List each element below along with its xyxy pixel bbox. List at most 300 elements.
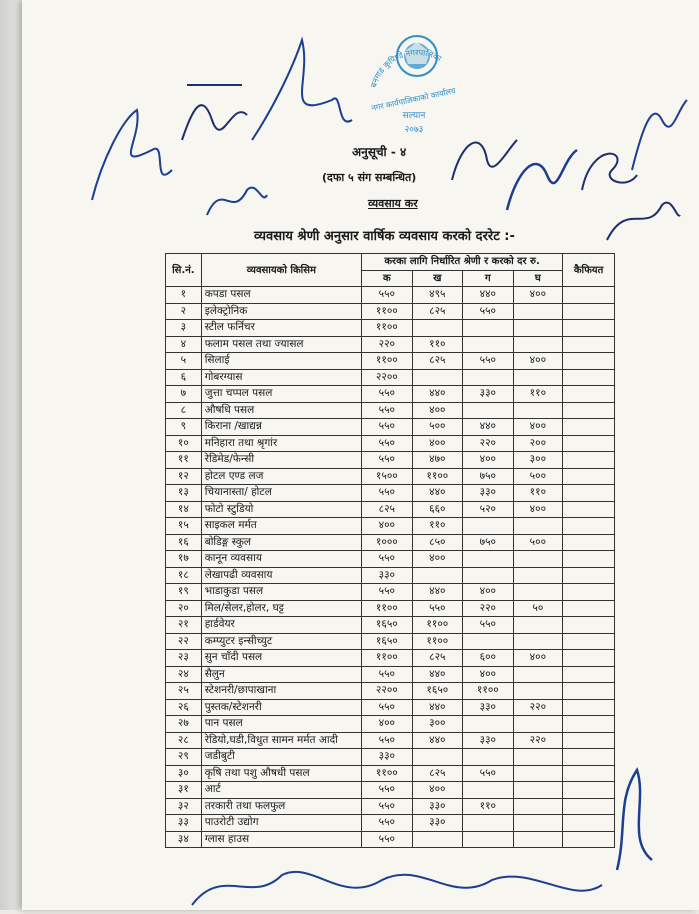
row-rate-gha bbox=[513, 831, 563, 848]
header-sn: सि.नं. bbox=[166, 254, 202, 287]
row-business-type: भाडाकुडा पसल bbox=[201, 584, 361, 601]
row-rate-ka: ५५० bbox=[362, 815, 413, 832]
row-rate-kha: ८५० bbox=[412, 534, 463, 551]
row-rate-ka: ३३० bbox=[362, 749, 413, 766]
row-rate-kha: ४४० bbox=[412, 732, 463, 749]
table-row bbox=[166, 485, 615, 502]
row-rate-ka: ५५० bbox=[362, 584, 413, 601]
row-remarks bbox=[563, 468, 615, 485]
row-remarks bbox=[563, 402, 615, 419]
row-rate-ka: १५०० bbox=[362, 468, 413, 485]
row-rate-gha bbox=[513, 815, 563, 832]
row-rate-gha bbox=[513, 765, 563, 782]
row-sn: २७ bbox=[166, 716, 202, 733]
row-remarks bbox=[563, 716, 615, 733]
row-sn: २२ bbox=[166, 633, 202, 650]
row-business-type: होटल एण्ड लज bbox=[201, 468, 361, 485]
row-sn: ४ bbox=[166, 336, 202, 353]
header-grade-ka: क bbox=[362, 270, 413, 287]
row-rate-kha: ४४० bbox=[412, 666, 463, 683]
row-rate-gha: २२० bbox=[513, 699, 563, 716]
row-business-type: पाउरोटी उद्योग bbox=[201, 815, 361, 832]
row-rate-kha bbox=[412, 320, 463, 337]
row-rate-kha: ८२५ bbox=[412, 303, 463, 320]
row-remarks bbox=[563, 798, 615, 815]
row-rate-gha: ११० bbox=[513, 485, 563, 502]
row-rate-ka: ३३० bbox=[362, 567, 413, 584]
row-sn: १३ bbox=[166, 485, 202, 502]
row-rate-ga bbox=[463, 716, 514, 733]
row-rate-ga: ४०० bbox=[463, 666, 514, 683]
row-rate-ka: ५५० bbox=[362, 452, 413, 469]
row-remarks bbox=[563, 452, 615, 469]
row-rate-gha: ५०० bbox=[513, 534, 563, 551]
row-business-type: सैलुन bbox=[201, 666, 361, 683]
row-rate-ka: ५५० bbox=[362, 699, 413, 716]
row-remarks bbox=[563, 749, 615, 766]
table-row bbox=[166, 501, 615, 518]
row-rate-gha: ११० bbox=[513, 386, 563, 403]
row-remarks bbox=[563, 650, 615, 667]
row-rate-gha bbox=[513, 303, 563, 320]
row-sn: २४ bbox=[166, 666, 202, 683]
row-rate-ga: ६०० bbox=[463, 650, 514, 667]
row-sn: ८ bbox=[166, 402, 202, 419]
row-remarks bbox=[563, 501, 615, 518]
row-business-type: तरकारी तथा फलफुल bbox=[201, 798, 361, 815]
row-remarks bbox=[563, 287, 615, 304]
row-sn: २१ bbox=[166, 617, 202, 634]
row-rate-ka: ५५० bbox=[362, 287, 413, 304]
row-business-type: रेडिमेड/फेन्सी bbox=[201, 452, 361, 469]
table-row bbox=[166, 633, 615, 650]
row-remarks bbox=[563, 386, 615, 403]
row-business-type: जडीबुटी bbox=[201, 749, 361, 766]
row-rate-ka: ५५० bbox=[362, 435, 413, 452]
header-grade-gha: घ bbox=[513, 270, 563, 287]
row-rate-ga bbox=[463, 633, 514, 650]
row-rate-gha bbox=[513, 336, 563, 353]
row-remarks bbox=[563, 303, 615, 320]
row-rate-gha: २०० bbox=[513, 435, 563, 452]
row-rate-ka: ५५० bbox=[362, 551, 413, 568]
seal-arc-text: बनगाड कुपिण्डे नगरपालिका bbox=[369, 48, 443, 89]
row-rate-kha: ३०० bbox=[412, 716, 463, 733]
row-rate-ka: २२०० bbox=[362, 369, 413, 386]
row-sn: ३१ bbox=[166, 782, 202, 799]
table-row bbox=[166, 666, 615, 683]
row-rate-gha bbox=[513, 749, 563, 766]
row-rate-ka: ११०० bbox=[362, 765, 413, 782]
table-row bbox=[166, 369, 615, 386]
seal-place: सल्यान bbox=[402, 111, 426, 121]
signature-11 bbox=[192, 860, 612, 914]
row-sn: ३२ bbox=[166, 798, 202, 815]
row-remarks bbox=[563, 320, 615, 337]
table-row bbox=[166, 782, 615, 799]
row-rate-ga bbox=[463, 402, 514, 419]
row-business-type: रेडियो,घडी,विधुत सामन मर्मत आदी bbox=[201, 732, 361, 749]
row-rate-ga: ४०० bbox=[463, 584, 514, 601]
row-rate-kha: ३३० bbox=[412, 798, 463, 815]
row-remarks bbox=[563, 584, 615, 601]
row-rate-ga bbox=[463, 518, 514, 535]
row-rate-kha: ११०० bbox=[412, 617, 463, 634]
row-rate-kha: ६६० bbox=[412, 501, 463, 518]
row-sn: ६ bbox=[166, 369, 202, 386]
row-rate-ka: १६५० bbox=[362, 633, 413, 650]
row-rate-ka: ४०० bbox=[362, 518, 413, 535]
row-rate-kha: ३३० bbox=[412, 815, 463, 832]
row-sn: १८ bbox=[166, 567, 202, 584]
row-sn: ३० bbox=[166, 765, 202, 782]
row-business-type: बोडिङ्ग स्कुल bbox=[201, 534, 361, 551]
table-row bbox=[166, 749, 615, 766]
table-row bbox=[166, 551, 615, 568]
row-rate-kha bbox=[412, 831, 463, 848]
row-business-type: कृषि तथा पशु औषधी पसल bbox=[201, 765, 361, 782]
seal-year: २०७३ bbox=[404, 125, 424, 135]
row-rate-kha bbox=[412, 749, 463, 766]
row-sn: २६ bbox=[166, 699, 202, 716]
row-business-type: स्टेशनरी/छापाखाना bbox=[201, 683, 361, 700]
signature-3 bbox=[242, 30, 362, 164]
signature-4 bbox=[202, 175, 272, 229]
row-business-type: साइकल मर्मत bbox=[201, 518, 361, 535]
row-business-type: सुन चाँदी पसल bbox=[201, 650, 361, 667]
row-rate-kha: ४४० bbox=[412, 584, 463, 601]
row-business-type: गोबरग्यास bbox=[201, 369, 361, 386]
row-remarks bbox=[563, 369, 615, 386]
row-rate-ka: ५५० bbox=[362, 419, 413, 436]
row-rate-kha: ८२५ bbox=[412, 353, 463, 370]
row-rate-ka: ११०० bbox=[362, 353, 413, 370]
row-business-type: कम्प्युटर इन्सीच्युट bbox=[201, 633, 361, 650]
row-sn: ५ bbox=[166, 353, 202, 370]
row-remarks bbox=[563, 782, 615, 799]
row-rate-ga bbox=[463, 551, 514, 568]
table-row bbox=[166, 798, 615, 815]
row-rate-ga: ५२० bbox=[463, 501, 514, 518]
row-rate-kha: ४०० bbox=[412, 551, 463, 568]
table-row bbox=[166, 815, 615, 832]
row-business-type: किराना /खाद्यन्न bbox=[201, 419, 361, 436]
table-row bbox=[166, 567, 615, 584]
row-sn: २९ bbox=[166, 749, 202, 766]
row-rate-ga: ५५० bbox=[463, 303, 514, 320]
table-row bbox=[166, 320, 615, 337]
header-remarks: कैफियत bbox=[563, 254, 615, 287]
signature-6 bbox=[502, 140, 582, 224]
row-rate-kha: १६५० bbox=[412, 683, 463, 700]
row-rate-ga: ३३० bbox=[463, 386, 514, 403]
row-rate-ga bbox=[463, 815, 514, 832]
row-sn: ९ bbox=[166, 419, 202, 436]
signature-9 bbox=[602, 190, 682, 254]
row-rate-ga bbox=[463, 831, 514, 848]
row-rate-kha: ४०० bbox=[412, 435, 463, 452]
row-rate-kha: ४४० bbox=[412, 699, 463, 716]
row-rate-kha: ४०० bbox=[412, 782, 463, 799]
row-rate-ga: ४०० bbox=[463, 452, 514, 469]
row-rate-gha: ३०० bbox=[513, 452, 563, 469]
row-rate-ka: ११०० bbox=[362, 303, 413, 320]
row-business-type: ग्लास हाउस bbox=[201, 831, 361, 848]
row-rate-kha: ५०० bbox=[412, 419, 463, 436]
header-grade-kha: ख bbox=[412, 270, 463, 287]
row-sn: १ bbox=[166, 287, 202, 304]
row-rate-ka: ८२५ bbox=[362, 501, 413, 518]
row-rate-gha bbox=[513, 551, 563, 568]
row-business-type: कानून व्यवसाय bbox=[201, 551, 361, 568]
section-title: व्यवसाय कर bbox=[368, 197, 418, 210]
row-remarks bbox=[563, 831, 615, 848]
row-rate-ka: ११०० bbox=[362, 320, 413, 337]
row-rate-gha bbox=[513, 798, 563, 815]
row-sn: २५ bbox=[166, 683, 202, 700]
row-rate-ka: १००० bbox=[362, 534, 413, 551]
row-rate-ga bbox=[463, 782, 514, 799]
row-rate-kha: ४०० bbox=[412, 402, 463, 419]
row-rate-ka: ११०० bbox=[362, 600, 413, 617]
table-row bbox=[166, 683, 615, 700]
row-rate-ga: ३३० bbox=[463, 485, 514, 502]
row-rate-kha: ११० bbox=[412, 518, 463, 535]
table-row bbox=[166, 353, 615, 370]
table-row bbox=[166, 435, 615, 452]
row-sn: २ bbox=[166, 303, 202, 320]
table-row bbox=[166, 336, 615, 353]
table-row bbox=[166, 831, 615, 848]
table-row bbox=[166, 287, 615, 304]
table-row bbox=[166, 650, 615, 667]
row-remarks bbox=[563, 419, 615, 436]
row-rate-gha: ५० bbox=[513, 600, 563, 617]
table-row bbox=[166, 452, 615, 469]
row-rate-kha: ११०० bbox=[412, 468, 463, 485]
row-rate-gha bbox=[513, 584, 563, 601]
table-row bbox=[166, 402, 615, 419]
row-business-type: पान पसल bbox=[201, 716, 361, 733]
row-rate-gha bbox=[513, 320, 563, 337]
row-rate-gha bbox=[513, 683, 563, 700]
row-rate-ga: ११० bbox=[463, 798, 514, 815]
row-rate-ka: ५५० bbox=[362, 485, 413, 502]
row-business-type: आर्ट bbox=[201, 782, 361, 799]
table-body bbox=[166, 287, 615, 848]
row-rate-gha bbox=[513, 617, 563, 634]
row-business-type: औषधि पसल bbox=[201, 402, 361, 419]
row-rate-ga: ७५० bbox=[463, 468, 514, 485]
row-rate-ga: ४४० bbox=[463, 287, 514, 304]
row-rate-ga: ५५० bbox=[463, 765, 514, 782]
row-business-type: फोटो स्टुडियो bbox=[201, 501, 361, 518]
row-rate-ka: ५५० bbox=[362, 831, 413, 848]
row-rate-ga bbox=[463, 336, 514, 353]
row-remarks bbox=[563, 551, 615, 568]
row-business-type: हार्डवेयर bbox=[201, 617, 361, 634]
row-sn: २० bbox=[166, 600, 202, 617]
row-rate-gha bbox=[513, 567, 563, 584]
row-rate-ga: २२० bbox=[463, 435, 514, 452]
row-rate-ka: २२० bbox=[362, 336, 413, 353]
row-sn: १५ bbox=[166, 518, 202, 535]
row-remarks bbox=[563, 666, 615, 683]
row-rate-ka: ५५० bbox=[362, 386, 413, 403]
table-row bbox=[166, 419, 615, 436]
row-rate-kha: ४४० bbox=[412, 485, 463, 502]
row-business-type: लेखापढी व्यवसाय bbox=[201, 567, 361, 584]
row-rate-gha bbox=[513, 633, 563, 650]
row-rate-kha: ४४० bbox=[412, 386, 463, 403]
table-row bbox=[166, 534, 615, 551]
row-remarks bbox=[563, 815, 615, 832]
row-sn: २८ bbox=[166, 732, 202, 749]
row-rate-gha: ४०० bbox=[513, 287, 563, 304]
row-remarks bbox=[563, 435, 615, 452]
table-row bbox=[166, 600, 615, 617]
table-row bbox=[166, 765, 615, 782]
row-rate-gha bbox=[513, 402, 563, 419]
row-sn: ३३ bbox=[166, 815, 202, 832]
row-remarks bbox=[563, 765, 615, 782]
row-sn: १० bbox=[166, 435, 202, 452]
header-type: व्यवसायको किसिम bbox=[201, 254, 361, 287]
row-remarks bbox=[563, 633, 615, 650]
row-rate-ga: ११०० bbox=[463, 683, 514, 700]
table-row bbox=[166, 617, 615, 634]
row-business-type: मनिहारा तथा श्रृगांर bbox=[201, 435, 361, 452]
row-rate-kha: ८२५ bbox=[412, 765, 463, 782]
row-rate-ga bbox=[463, 369, 514, 386]
header-rate-group: करका लागि निर्धारित श्रेणी र करको दर रु. bbox=[362, 254, 563, 271]
row-sn: ११ bbox=[166, 452, 202, 469]
row-sn: २३ bbox=[166, 650, 202, 667]
row-business-type: इलेक्ट्रोनिक bbox=[201, 303, 361, 320]
row-rate-kha: ११० bbox=[412, 336, 463, 353]
row-rate-ga: ४४० bbox=[463, 419, 514, 436]
row-rate-ka: ४०० bbox=[362, 716, 413, 733]
row-sn: १७ bbox=[166, 551, 202, 568]
row-business-type: चियानास्ता/ होटल bbox=[201, 485, 361, 502]
row-rate-ka: २२०० bbox=[362, 683, 413, 700]
row-business-type: मिल/सेलर,होलर, घट्ट bbox=[201, 600, 361, 617]
table-row bbox=[166, 468, 615, 485]
table-row bbox=[166, 518, 615, 535]
row-rate-ka: ५५० bbox=[362, 782, 413, 799]
row-remarks bbox=[563, 567, 615, 584]
row-rate-ka: ५५० bbox=[362, 732, 413, 749]
row-remarks bbox=[563, 600, 615, 617]
row-rate-ga: २२० bbox=[463, 600, 514, 617]
row-rate-ga bbox=[463, 567, 514, 584]
row-rate-ga: ५५० bbox=[463, 353, 514, 370]
row-remarks bbox=[563, 518, 615, 535]
row-remarks bbox=[563, 683, 615, 700]
row-rate-gha: ५०० bbox=[513, 468, 563, 485]
header-grade-ga: ग bbox=[463, 270, 514, 287]
row-rate-gha: ४०० bbox=[513, 353, 563, 370]
row-business-type: सिलाई bbox=[201, 353, 361, 370]
row-rate-kha bbox=[412, 567, 463, 584]
row-rate-gha bbox=[513, 782, 563, 799]
table-row bbox=[166, 584, 615, 601]
annex-title: अनुसूची - ४ bbox=[352, 145, 407, 159]
table-header-row bbox=[166, 254, 615, 271]
row-sn: ३ bbox=[166, 320, 202, 337]
row-rate-kha: ८२५ bbox=[412, 650, 463, 667]
signature-1 bbox=[82, 100, 182, 214]
signature-8 bbox=[622, 90, 692, 184]
row-sn: १२ bbox=[166, 468, 202, 485]
row-rate-ga bbox=[463, 320, 514, 337]
seal-inner-text: नगर कार्यपालिकाको कार्यालय bbox=[370, 86, 457, 113]
row-rate-kha: ५५० bbox=[412, 600, 463, 617]
row-rate-ga: ७५० bbox=[463, 534, 514, 551]
table-row bbox=[166, 303, 615, 320]
row-rate-ka: ५५० bbox=[362, 402, 413, 419]
row-business-type: कपडा पसल bbox=[201, 287, 361, 304]
document-page bbox=[22, 0, 699, 910]
row-rate-ga bbox=[463, 749, 514, 766]
row-remarks bbox=[563, 534, 615, 551]
annex-relation: (दफा ५ संग सम्बन्धित) bbox=[322, 171, 417, 184]
row-rate-ka: १६५० bbox=[362, 617, 413, 634]
row-rate-ka: ११०० bbox=[362, 650, 413, 667]
row-rate-gha: ४०० bbox=[513, 501, 563, 518]
table-caption: व्यवसाय श्रेणी अनुसार वार्षिक व्यवसाय करको दररेट :- bbox=[254, 229, 515, 244]
row-rate-ka: ५५० bbox=[362, 666, 413, 683]
row-rate-kha bbox=[412, 369, 463, 386]
row-business-type: जुत्ता चप्पल पसल bbox=[201, 386, 361, 403]
row-sn: १९ bbox=[166, 584, 202, 601]
row-rate-gha bbox=[513, 716, 563, 733]
business-tax-rate-table bbox=[165, 253, 615, 848]
table-row bbox=[166, 699, 615, 716]
row-rate-gha: ४०० bbox=[513, 419, 563, 436]
row-sn: १४ bbox=[166, 501, 202, 518]
row-sn: ३४ bbox=[166, 831, 202, 848]
row-rate-gha bbox=[513, 666, 563, 683]
row-rate-ga: ३३० bbox=[463, 732, 514, 749]
row-remarks bbox=[563, 353, 615, 370]
page-edge bbox=[0, 0, 22, 910]
row-remarks bbox=[563, 732, 615, 749]
row-remarks bbox=[563, 485, 615, 502]
row-rate-kha: ४७० bbox=[412, 452, 463, 469]
row-business-type: फलाम पसल तथा ज्यासल bbox=[201, 336, 361, 353]
row-rate-ga: ३३० bbox=[463, 699, 514, 716]
table-row bbox=[166, 732, 615, 749]
row-rate-gha: ४०० bbox=[513, 650, 563, 667]
row-rate-ga: ५५० bbox=[463, 617, 514, 634]
row-rate-gha bbox=[513, 369, 563, 386]
table-row bbox=[166, 716, 615, 733]
row-remarks bbox=[563, 336, 615, 353]
row-rate-gha: २२० bbox=[513, 732, 563, 749]
row-business-type: स्टील फर्निचर bbox=[201, 320, 361, 337]
row-rate-kha: ४९५ bbox=[412, 287, 463, 304]
row-business-type: पुस्तक/स्टेशनरी bbox=[201, 699, 361, 716]
row-remarks bbox=[563, 699, 615, 716]
row-rate-ka: ५५० bbox=[362, 798, 413, 815]
table-row bbox=[166, 386, 615, 403]
row-rate-kha: ११०० bbox=[412, 633, 463, 650]
row-sn: १६ bbox=[166, 534, 202, 551]
row-sn: ७ bbox=[166, 386, 202, 403]
row-remarks bbox=[563, 617, 615, 634]
row-rate-gha bbox=[513, 518, 563, 535]
